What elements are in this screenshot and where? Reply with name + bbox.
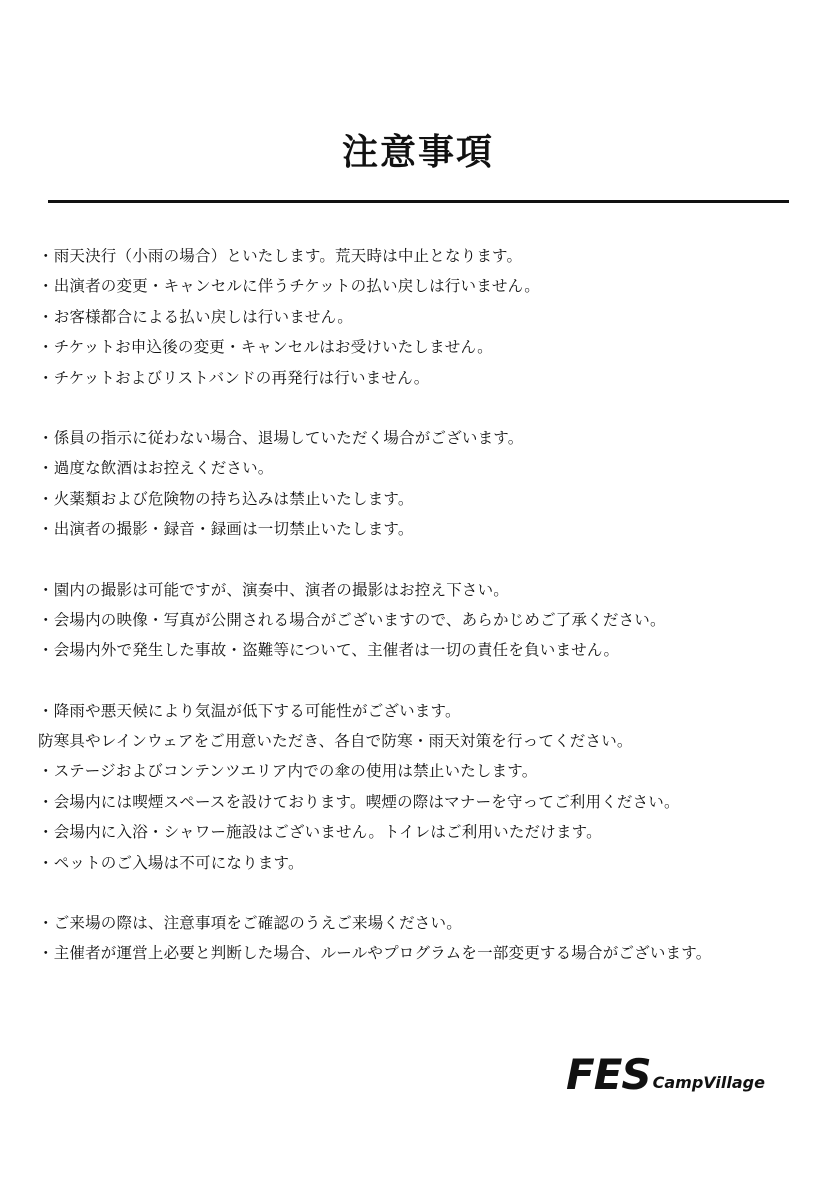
logo-sub-text: CampVillage [652, 1073, 765, 1092]
notice-item: ・会場内に入浴・シャワー施設はございません。トイレはご利用いただけます。 [38, 823, 602, 842]
notice-item: ・会場内には喫煙スペースを設けております。喫煙の際はマナーを守ってご利用ください。 [38, 792, 680, 811]
notice-item: ・係員の指示に従わない場合、退場していただく場合がございます。 [38, 428, 524, 447]
notice-item: ・主催者が運営上必要と判断した場合、ルールやプログラムを一部変更する場合がございます。 [38, 944, 712, 963]
notice-item: ・チケットおよびリストバンドの再発行は行いません。 [38, 368, 430, 387]
title-divider [48, 200, 789, 203]
notice-group-conduct [38, 423, 818, 545]
page-title: 注意事項 [341, 132, 494, 173]
notice-group-general [38, 908, 818, 969]
notice-item: ・降雨や悪天候により気温が低下する可能性がございます。 [38, 701, 461, 720]
notice-item: ・ペットのご入場は不可になります。 [38, 853, 304, 872]
notice-item: ・ステージおよびコンテンツエリア内での傘の使用は禁止いたします。 [38, 762, 538, 781]
notice-item: ・お客様都合による払い戻しは行いません。 [38, 307, 353, 326]
logo-main-text: FES [566, 1050, 651, 1099]
notice-group-photography [38, 575, 818, 666]
notice-item: ・ご来場の際は、注意事項をご確認のうえご来場ください。 [38, 914, 462, 933]
notice-item: ・園内の撮影は可能ですが、演奏中、演者の撮影はお控え下さい。 [38, 580, 510, 599]
notice-group-weather-facilities [38, 696, 818, 878]
notice-item: ・会場内外で発生した事故・盗難等について、主催者は一切の責任を負いません。 [38, 641, 620, 660]
notice-item: ・火薬類および危険物の持ち込みは禁止いたします。 [38, 489, 414, 508]
notice-item: ・チケットお申込後の変更・キャンセルはお受けいたしません。 [38, 338, 493, 357]
notice-item: ・出演者の変更・キャンセルに伴うチケットの払い戻しは行いません。 [38, 277, 540, 296]
notice-group-ticket [38, 241, 818, 393]
notice-item: ・会場内の映像・写真が公開される場合がございますので、あらかじめご了承ください。 [38, 610, 666, 629]
notice-item: ・雨天決行（小雨の場合）といたします。荒天時は中止となります。 [38, 247, 523, 265]
notice-item: ・出演者の撮影・録音・録画は一切禁止いたします。 [38, 520, 414, 539]
notice-item: ・過度な飲酒はお控えください。 [38, 459, 274, 478]
notice-item: 防寒具やレインウェアをご用意いただき、各自で防寒・雨天対策を行ってください。 [38, 732, 633, 751]
fes-campvillage-logo [566, 1052, 788, 1098]
notice-list [38, 241, 818, 999]
